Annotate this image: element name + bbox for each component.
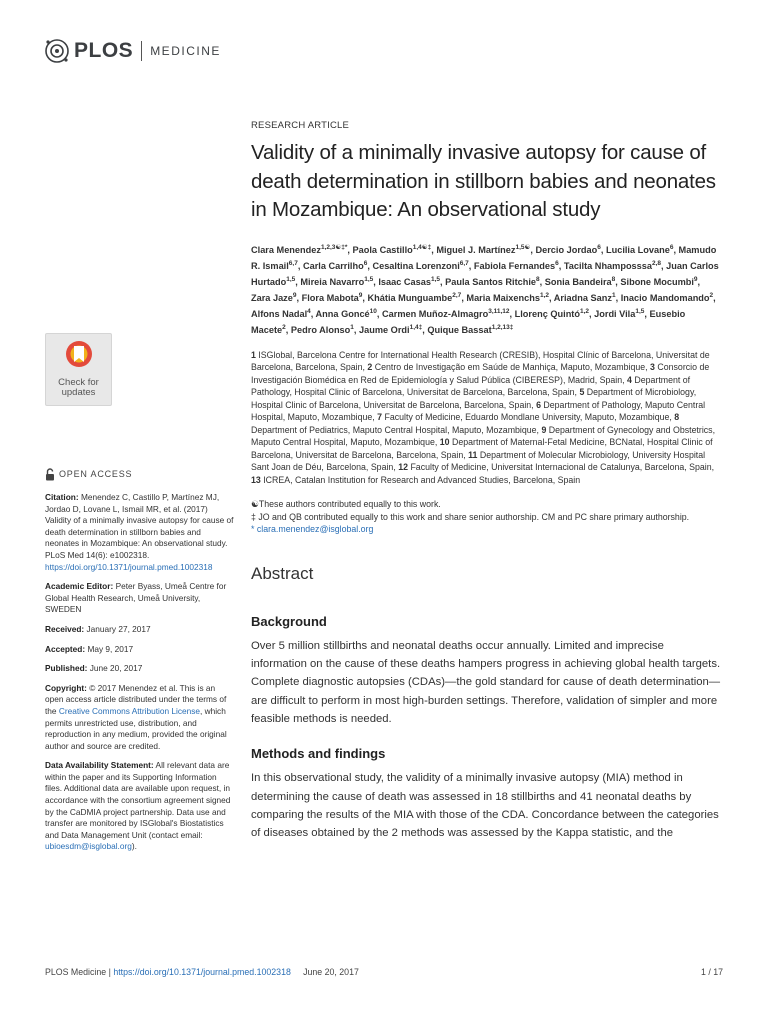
affiliation-number: 8	[674, 412, 680, 423]
author-affiliation-marker: 4	[307, 307, 311, 315]
plos-logo[interactable]	[44, 36, 221, 66]
author-name[interactable]: Sibone Mocumbi$^9$	[620, 275, 698, 287]
citation-block: Citation: Menendez C, Castillo P, Martínez MJ, Jordao D, Lovane L, Ismail MR, et al. (2017) Validity of a minimally invasive autopsy for cause of death determination in stillborn babies and neonates in Mozambique: An observational study. PLoS Med 14(6): e1002318. https://doi.org/10.1371/journal.pmed.1002318	[45, 492, 234, 572]
author-affiliation-marker: 1,5	[286, 275, 296, 283]
plos-emblem-icon	[44, 38, 70, 64]
author-affiliation-marker: 2	[282, 323, 286, 331]
corresponding-email-link[interactable]: * clara.menendez@isglobal.org	[251, 524, 374, 535]
article-title: Validity of a minimally invasive autopsy for cause of death determination in stillborn babies and neonates in Mozambique: An observational study	[251, 141, 716, 221]
affiliation-number: 7	[377, 412, 385, 423]
journal-name: MEDICINE	[150, 44, 221, 58]
author-affiliation-marker: 1,5☯	[515, 243, 531, 251]
author-affiliation-marker: 6	[669, 243, 674, 251]
affiliation-number: 4	[627, 374, 635, 385]
methods-heading: Methods and findings	[251, 746, 386, 762]
footer-date: June 20, 2017	[303, 967, 359, 977]
author-name[interactable]: Ariadna Sanz$^1$	[553, 291, 616, 303]
received-date: Received: January 27, 2017	[45, 623, 151, 634]
author-affiliation-marker: 6,7	[459, 259, 469, 267]
logo-divider	[141, 41, 142, 61]
author-affiliation-marker: 1,2,13‡	[491, 323, 514, 331]
author-affiliation-marker: 1,4☯‡	[412, 243, 432, 251]
abstract-heading: Abstract	[251, 563, 314, 583]
affiliation-number: 5	[579, 387, 587, 398]
author-affiliation-marker: 2,7	[452, 291, 462, 299]
author-list: Clara Menendez$^{1,2,3☯\ddagger*}$, Paola Castillo$^{1,4☯\ddagger}$, Miguel J. Martínez$^{1,5☯}$, Dercio Jordao$^6$, Lucilia Lovane$^6$, Mamudo R. Ismail$^{6,7}$, Carla Carrilho$^6$, Cesaltina Lorenzoni$^{6,7}$, Fabiola Fernandes$^6$, Tacilta Nhamposssa$^{2,8}$, Juan Carlos Hurtado$^{1,5}$, Mireia Navarro$^{1,5}$, Isaac Casas$^{1,5}$, Paula Santos Ritchie$^8$, Sonia Bandeira$^8$, Sibone Mocumbi$^9$, Zara Jaze$^9$, Flora Mabota$^9$, Khátia Munguambe$^{2,7}$, Maria Maixenchs$^{1,2}$, Ariadna Sanz$^1$, Inacio Mandomando$^2$, Alfons Nadal$^4$, Anna Goncé$^{10}$, Carmen Muñoz-Almagro$^{3,11,12}$, Llorenç Quintó$^{1,2}$, Jordi Vila$^{1,5}$, Eusebio Macete$^2$, Pedro Alonso$^1$, Jaume Ordi$^{1,4\ddagger}$, Quique Bassat$^{1,2,13\ddagger}$	[251, 243, 719, 335]
affiliation-number: 13	[251, 474, 264, 485]
author-affiliation-marker: 2	[709, 291, 714, 299]
author-name[interactable]: Jaume Ordi$^{1,4\ddagger}$	[359, 323, 423, 335]
background-paragraph: Over 5 million stillbirths and neonatal deaths occur annually. Limited and imprecise information on the cause of these deaths hampers progress in achieving global health targets. Complete diagnostic autopsies (CDAs)—the gold standard for cause of death determination—are difficult to perform in most high-burden settings. Therefore, validation of simpler and more feasible methods is needed.	[251, 639, 721, 726]
accepted-date: Accepted: May 9, 2017	[45, 643, 134, 654]
affiliation-text: Department of Pathology, Hospital Clinic of Barcelona, Universitat de Barcelona, Barcelona, Spain,	[251, 374, 691, 398]
author-affiliation-marker: 6	[597, 243, 601, 251]
author-name[interactable]: Flora Mabota$^9$	[301, 291, 363, 303]
author-name[interactable]: Eusebio Macete$^2$	[251, 308, 686, 335]
author-affiliation-marker: 10	[369, 307, 377, 315]
affiliation-number: 12	[398, 462, 411, 473]
author-name[interactable]: Isaac Casas$^{1,5}$	[378, 275, 441, 287]
author-affiliation-marker: 6,7	[288, 259, 298, 267]
background-heading: Background	[251, 613, 327, 629]
badge-line-1: Check for	[58, 377, 99, 388]
author-affiliation-marker: 1,2,3☯‡*	[320, 243, 348, 251]
author-name[interactable]: Zara Jaze$^9$	[251, 291, 297, 303]
affiliations	[251, 349, 721, 487]
author-affiliation-marker: 3,11,12	[488, 307, 510, 315]
page-footer	[45, 967, 723, 977]
affiliation-text: Department of Molecular Microbiology, University Hospital Sant Joan de Déu, Barcelona, Spain,	[251, 449, 706, 473]
author-notes	[251, 498, 721, 536]
bookmark-icon	[64, 340, 94, 376]
author-name[interactable]: Jordi Vila$^{1,5}$	[594, 307, 645, 319]
author-name[interactable]: Juan Carlos Hurtado$^{1,5}$	[251, 260, 719, 287]
data-availability-block: Data Availability Statement: All relevant data are within the paper and its Supporting Information files. Additional data are available upon request, in accordance with the consortium agreement signed by the CaDMIA project partnership. Data use and transfer are monitored by ISGlobal's Biostatistics and Data Management Unit (contact email: ubioesdm@isglobal.org).	[45, 760, 231, 852]
open-lock-icon	[45, 468, 55, 481]
author-name[interactable]: Fabiola Fernandes$^6$	[473, 259, 559, 271]
affiliation-text: Centro de Investigação em Saúde de Manhiça, Maputo, Mozambique,	[374, 362, 651, 373]
author-name[interactable]: Mamudo R. Ismail$^{6,7}$	[251, 244, 717, 271]
open-access-label: OPEN ACCESS	[45, 468, 235, 481]
author-name[interactable]: Paula Santos Ritchie$^8$	[445, 275, 540, 287]
footer-doi-link[interactable]: https://doi.org/10.1371/journal.pmed.1002318	[113, 967, 291, 977]
author-name[interactable]: Khátia Munguambe$^{2,7}$	[367, 291, 462, 303]
author-affiliation-marker: 2,8	[652, 259, 662, 267]
published-date: Published: June 20, 2017	[45, 663, 143, 674]
affiliation-number: 11	[468, 449, 480, 460]
affiliation-number: 1	[251, 349, 259, 360]
affiliation-text: Faculty of Medicine, Eduardo Mondlane University, Maputo, Mozambique,	[384, 412, 675, 423]
page-number: 1 / 17	[700, 967, 723, 977]
author-name[interactable]: Tacilta Nhamposssa$^{2,8}$	[563, 259, 662, 271]
author-affiliation-marker: 6	[555, 259, 559, 267]
author-name[interactable]: Inacio Mandomando$^2$	[620, 291, 714, 303]
author-name[interactable]: Lucilia Lovane$^6$	[605, 243, 674, 255]
author-affiliation-marker: 1	[611, 291, 616, 299]
equal-contribution-note: ☯These authors contributed equally to this work.	[251, 499, 441, 510]
article-main	[251, 120, 721, 843]
author-name[interactable]: Pedro Alonso$^1$	[290, 323, 354, 335]
badge-line-2: updates	[61, 387, 96, 398]
footer-journal: PLOS Medicine |	[45, 967, 111, 977]
affiliation-text: Consorcio de Investigación Biomédica en Red de Epidemiología y Salud Pública (CIBERESP), Madrid, Spain,	[251, 362, 710, 385]
affiliation-text: Department of Pathology, Maputo Central Hospital, Maputo, Mozambique,	[251, 399, 706, 423]
affiliation-text: Department of Microbiology, Hospital Clinic of Barcelona, Universitat de Barcelona, Barcelona, Spain,	[251, 387, 697, 410]
author-affiliation-marker: 8	[536, 275, 540, 283]
affiliation-text: Department of Gynecology and Obstetrics, Maputo Central Hospital, Maputo, Mozambique,	[251, 424, 716, 448]
article-sidebar	[45, 468, 235, 861]
author-affiliation-marker: 1,5	[431, 275, 441, 283]
author-affiliation-marker: 9	[693, 275, 698, 283]
affiliation-text: ISGlobal, Barcelona Centre for International Health Research (CRESIB), Hospital Clínic of Barcelona, Universitat de Barcelona, Barcelona, Spain,	[251, 349, 710, 373]
check-for-updates-badge[interactable]	[45, 333, 112, 406]
author-affiliation-marker: 1,2	[539, 291, 550, 299]
article-type: RESEARCH ARTICLE	[251, 120, 350, 131]
author-name[interactable]: Cesaltina Lorenzoni$^{6,7}$	[372, 259, 469, 271]
affiliation-number: 10	[439, 437, 452, 448]
author-name[interactable]: Carmen Muñoz-Almagro$^{3,11,12}$	[382, 307, 510, 319]
author-name[interactable]: Anna Goncé$^{10}$	[315, 307, 377, 319]
affiliation-number: 6	[536, 399, 544, 410]
author-affiliation-marker: 1,5	[364, 275, 374, 283]
author-name[interactable]: Carla Carrilho$^6$	[302, 259, 368, 271]
author-name[interactable]: Dercio Jordao$^6$	[535, 243, 601, 255]
affiliation-text: Faculty of Medicine, Universitat Internacional de Catalunya, Barcelona, Spain,	[410, 462, 715, 473]
senior-authorship-note: ‡ JO and QB contributed equally to this work and share senior authorship. CM and PC share primary authorship.	[251, 511, 690, 522]
academic-editor-block: Academic Editor: Peter Byass, Umeå Centre for Global Health Research, Umeå University, SWEDEN	[45, 581, 227, 615]
plos-wordmark: PLOS	[74, 39, 134, 62]
affiliation-number: 2	[367, 362, 375, 373]
data-email-link[interactable]: ubioesdm@isglobal.org	[45, 841, 132, 852]
affiliation-text: Department of Maternal-Fetal Medicine, BCNatal, Hospital Clinic of Barcelona, Universitat de Barcelona, Barcelona, Spain,	[251, 437, 713, 460]
author-name[interactable]: Quique Bassat$^{1,2,13\ddagger}$	[427, 323, 514, 335]
citation-doi-link[interactable]: https://doi.org/10.1371/journal.pmed.1002318	[45, 561, 213, 572]
author-name[interactable]: Mireia Navarro$^{1,5}$	[300, 275, 374, 287]
author-affiliation-marker: 8	[611, 275, 616, 283]
author-name[interactable]: Miguel J. Martínez$^{1,5☯}$	[436, 243, 531, 255]
author-affiliation-marker: 1,5	[635, 307, 645, 315]
author-name[interactable]: Sonia Bandeira$^8$	[544, 275, 616, 287]
author-name[interactable]: Alfons Nadal$^4$	[251, 307, 311, 319]
license-link[interactable]: Creative Commons Attribution License	[58, 705, 200, 716]
author-affiliation-marker: 1,2	[579, 307, 590, 315]
affiliation-text: Department of Pediatrics, Maputo Central Hospital, Maputo, Mozambique,	[251, 424, 542, 435]
affiliation-number: 3	[650, 362, 658, 373]
author-name[interactable]: Llorenç Quintó$^{1,2}$	[514, 307, 590, 319]
author-affiliation-marker: 1	[350, 323, 354, 331]
author-name[interactable]: Paola Castillo$^{1,4☯\ddagger}$	[352, 243, 432, 255]
affiliation-number: 9	[541, 424, 549, 435]
author-affiliation-marker: 1,4‡	[409, 323, 423, 331]
copyright-block: Copyright: © 2017 Menendez et al. This is an open access article distributed under the terms of the Creative Commons Attribution License, which permits unrestricted use, distribution, and reproduction in any medium, provided the original author and source are credited.	[45, 682, 227, 751]
author-name[interactable]: Maria Maixenchs$^{1,2}$	[466, 291, 550, 303]
author-affiliation-marker: 6	[363, 259, 368, 267]
author-affiliation-marker: 9	[292, 291, 297, 299]
author-affiliation-marker: 9	[358, 291, 363, 299]
author-name[interactable]: Clara Menendez$^{1,2,3☯\ddagger*}$	[251, 243, 348, 255]
methods-paragraph: In this observational study, the validity of a minimally invasive autopsy (MIA) method in determining the cause of death was assessed in 18 stillbirths and 41 neonatal deaths by comparing the results of the MIA with those of the CDA. Concordance between the categories of diseases obtained by the 2 methods was assessed by the Kappa statistic, and the	[251, 772, 719, 840]
affiliation-text: ICREA, Catalan Institution for Research and Advanced Studies, Barcelona, Spain	[263, 474, 581, 485]
